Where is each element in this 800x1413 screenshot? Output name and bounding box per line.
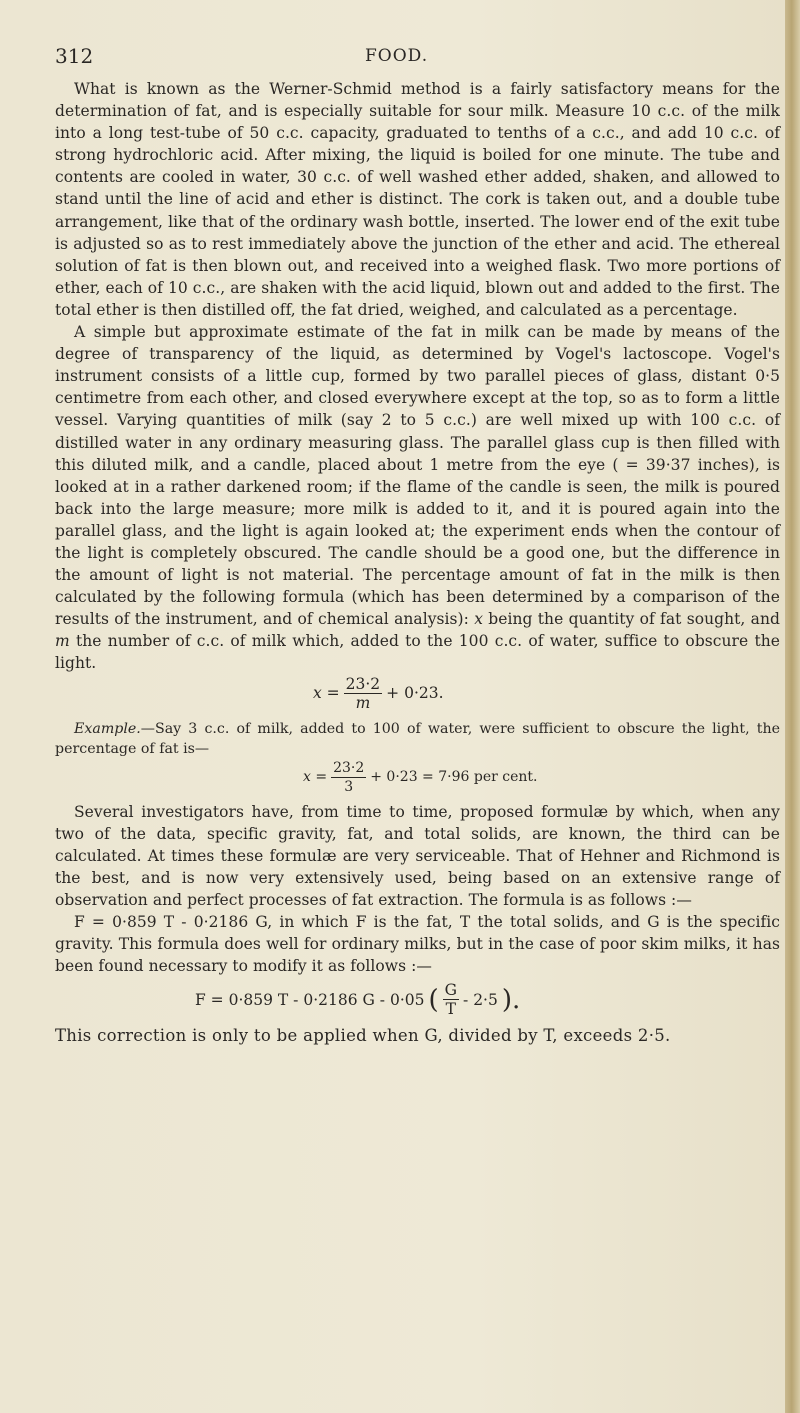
formula-3-lhs: F = 0·859 T - 0·2186 G - 0·05 [195,990,425,1009]
example-paragraph [55,719,780,759]
var-m: m [55,632,70,651]
page-content [55,44,780,1047]
formula-2-rhs: + 0·23 = 7·96 per cent. [370,769,538,786]
paragraph-hehner-richmond: F = 0·859 T - 0·2186 G, in which F is the fat, T the total solids, and G is the specific gravity. This formula does well for ordinary milks, but in the case of poor skim milks, it has been found necessary to modify it as follows :— [55,913,780,976]
paragraph-lactoscope [55,321,780,675]
example-label: Example. [74,720,141,737]
running-head: FOOD. [365,46,429,66]
formula-2-denominator: 3 [344,778,354,795]
formula-2-fraction [331,759,366,796]
page-number: 312 [55,44,94,68]
formula-1-fraction [344,675,383,712]
paragraph-formulae: Several investigators have, from time to time, proposed formulæ by which, when any two of the data, specific gravity, fat, and total solids, are known, the third can be calculated. At times these formulæ are very serviceable. That of Hehner and Richmond is the best, and is now very extensively used, being based on an extensive range of observation and perfect processes of fat extraction. The formula is as follows :— [55,802,780,909]
paragraph-correction: This correction is only to be applied when G, divided by T, exceeds 2·5. [55,1026,671,1046]
page-edge [785,0,800,1413]
formula-example [55,759,780,801]
example-text: —Say 3 c.c. of milk, added to 100 of water, were sufficient to obscure the light, the percentage of fat is— [55,720,780,757]
paragraph-lactoscope-a: A simple but approximate estimate of the fat in milk can be made by means of the degree of transparency of the liquid, as determined by Vogel's lactoscope. Vogel's instrument consists of a little cup, formed by two parallel pieces of glass, distant 0·5 centimetre from each other, and closed everywhere except at the top, so as to form a little vessel. Varying quantities of milk (say 2 to 5 c.c.) are well mixed up with 100 c.c. of distilled water in any ordinary measuring glass. The parallel glass cup is then filled with this diluted milk, and a candle, placed about 1 metre from the eye ( = 39·37 inches), is looked at in a rather darkened room; if the flame of the candle is seen, the milk is poured back into the large measure; more milk is added to it, and it is poured again into the parallel glass, and the light is again looked at; the experiment ends when the contour of the light is completely obscured. The candle should be a good one, but the difference in the amount of light is not material. The percentage amount of fat in the milk is then calculated by the following formula (which has been determined by a comparison of the results of the instrument, and of chemical analysis): [55,323,780,629]
paragraph-lactoscope-c: the number of c.c. of milk which, added to the 100 c.c. of water, suffice to obscure the light. [55,632,780,673]
formula-3-fraction [443,981,459,1018]
formula-1-denominator: m [355,693,371,712]
formula-1-lhs: x = [313,684,340,703]
formula-2-lhs: x = [303,769,328,786]
formula-lactoscope [55,675,780,719]
paragraph-werner-schmid: What is known as the Werner-Schmid method is a fairly satisfactory means for the determination of fat, and is especially suitable for sour milk. Measure 10 c.c. of the milk into a long test-tube of 50 c.c. capacity, graduated to tenths of a c.c., and add 10 c.c. of strong hydrochloric acid. After mixing, the liquid is boiled for one minute. The tube and contents are cooled in water, 30 c.c. of well washed ether added, shaken, and allowed to stand until the line of acid and ether is distinct. The cork is taken out, and a double tube arrangement, like that of the ordinary wash bottle, inserted. The lower end of the exit tube is adjusted so as to rest immediately above the junction of the ether and acid. The ethereal solution of fat is then blown out, and received into a weighed flask. Two more portions of ether, each of 10 c.c., are shaken with the acid liquid, blown out and added to the first. The total ether is then distilled off, the fat dried, weighed, and calculated as a percentage. [55,80,780,319]
formula-3-denominator: T [445,1000,456,1019]
formula-1-numerator: 23·2 [345,674,381,693]
formula-3-rhs: - 2·5 [463,990,498,1009]
formula-modified [55,977,780,1025]
formula-3-close-paren: ). [501,984,521,1015]
formula-1-rhs: + 0·23. [386,684,444,703]
page-header [55,44,780,78]
formula-3-numerator: G [444,981,458,1000]
formula-3-open-paren: ( [428,984,439,1015]
paragraph-lactoscope-b: being the quantity of fat sought, and [482,610,780,629]
var-x: x [474,610,483,629]
formula-2-numerator: 23·2 [333,759,365,776]
